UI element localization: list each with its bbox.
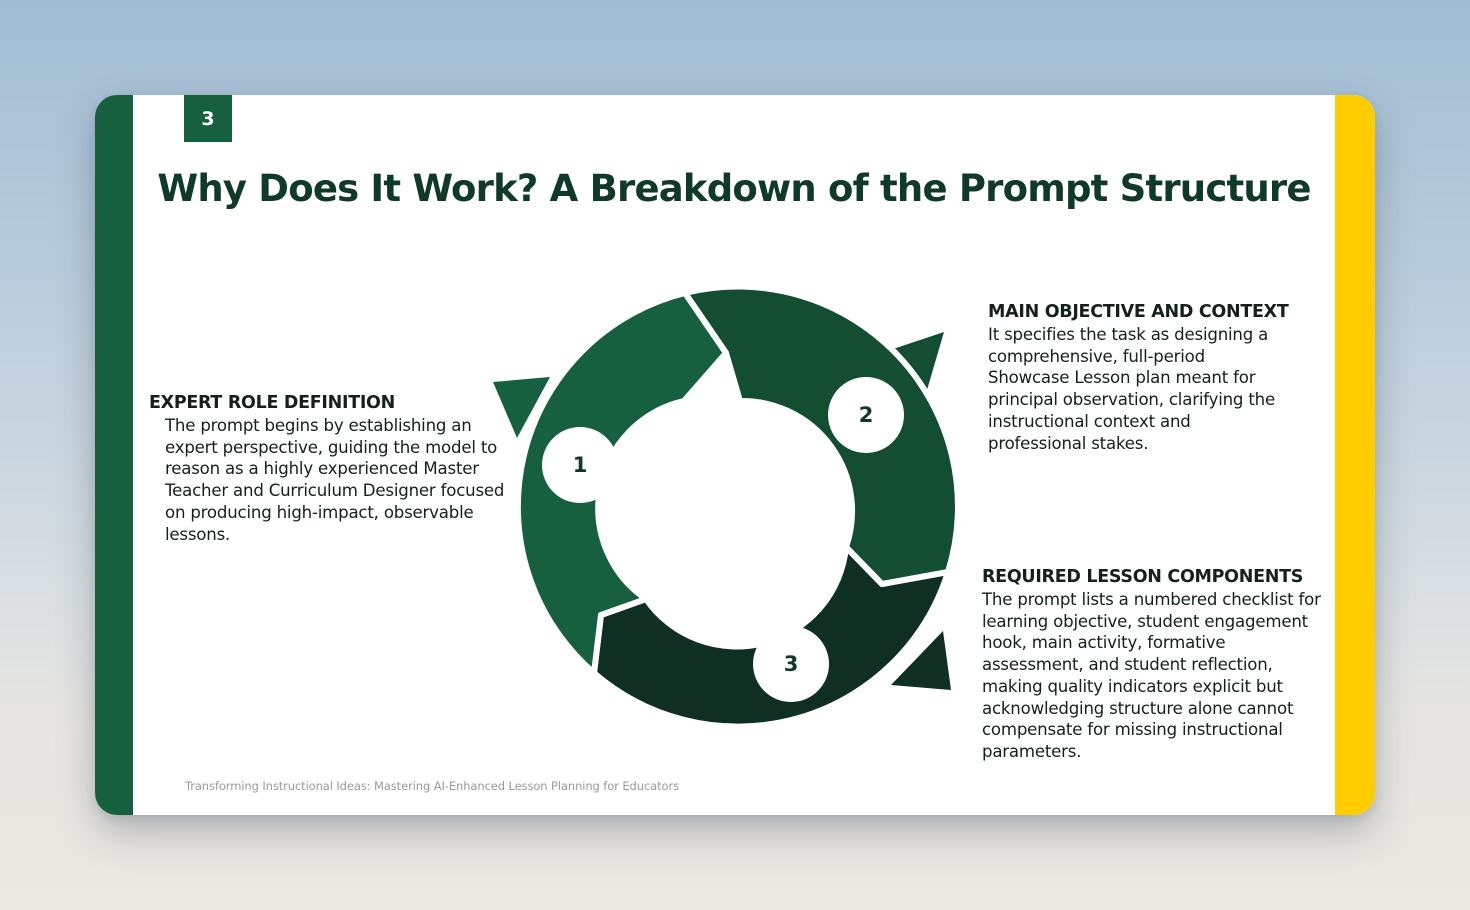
step-badge-2 bbox=[828, 377, 904, 453]
step-badge-1 bbox=[542, 427, 618, 503]
step-number-1: 1 bbox=[572, 453, 588, 477]
slide bbox=[95, 95, 1375, 815]
required-components-body: The prompt lists a numbered checklist for learning objective, student engagement hook, main activity, formative assessment, and student reflection, making quality indicators explicit but acknowledging structure alone cannot compensate for missing instructional parameters. bbox=[982, 590, 1321, 761]
slide-number-badge: 3 bbox=[184, 95, 232, 142]
main-objective-body: It specifies the task as designing a comprehensive, full-period Showcase Lesson plan meant for principal observation, clarifying the instructional context and professional stakes. bbox=[988, 325, 1275, 453]
slide-title: Why Does It Work? A Breakdown of the Prompt Structure bbox=[157, 167, 1311, 210]
main-objective-heading: MAIN OBJECTIVE AND CONTEXT bbox=[988, 302, 1289, 322]
step-badge-3 bbox=[753, 626, 829, 702]
required-components-heading: REQUIRED LESSON COMPONENTS bbox=[982, 567, 1304, 587]
step-number-3: 3 bbox=[783, 652, 799, 676]
slide-footer: Transforming Instructional Ideas: Mastering AI-Enhanced Lesson Planning for Educators bbox=[185, 779, 679, 793]
required-components-block bbox=[982, 566, 1322, 763]
expert-role-heading: EXPERT ROLE DEFINITION bbox=[149, 393, 395, 413]
main-objective-block bbox=[988, 301, 1288, 454]
expert-role-block bbox=[149, 392, 509, 545]
step-number-2: 2 bbox=[858, 403, 874, 427]
cycle-center bbox=[629, 407, 841, 619]
expert-role-body: The prompt begins by establishing an expert perspective, guiding the model to reason as a highly experienced Master Teacher and Curriculum Designer focused on producing high-impact, observable lessons. bbox=[165, 416, 505, 544]
